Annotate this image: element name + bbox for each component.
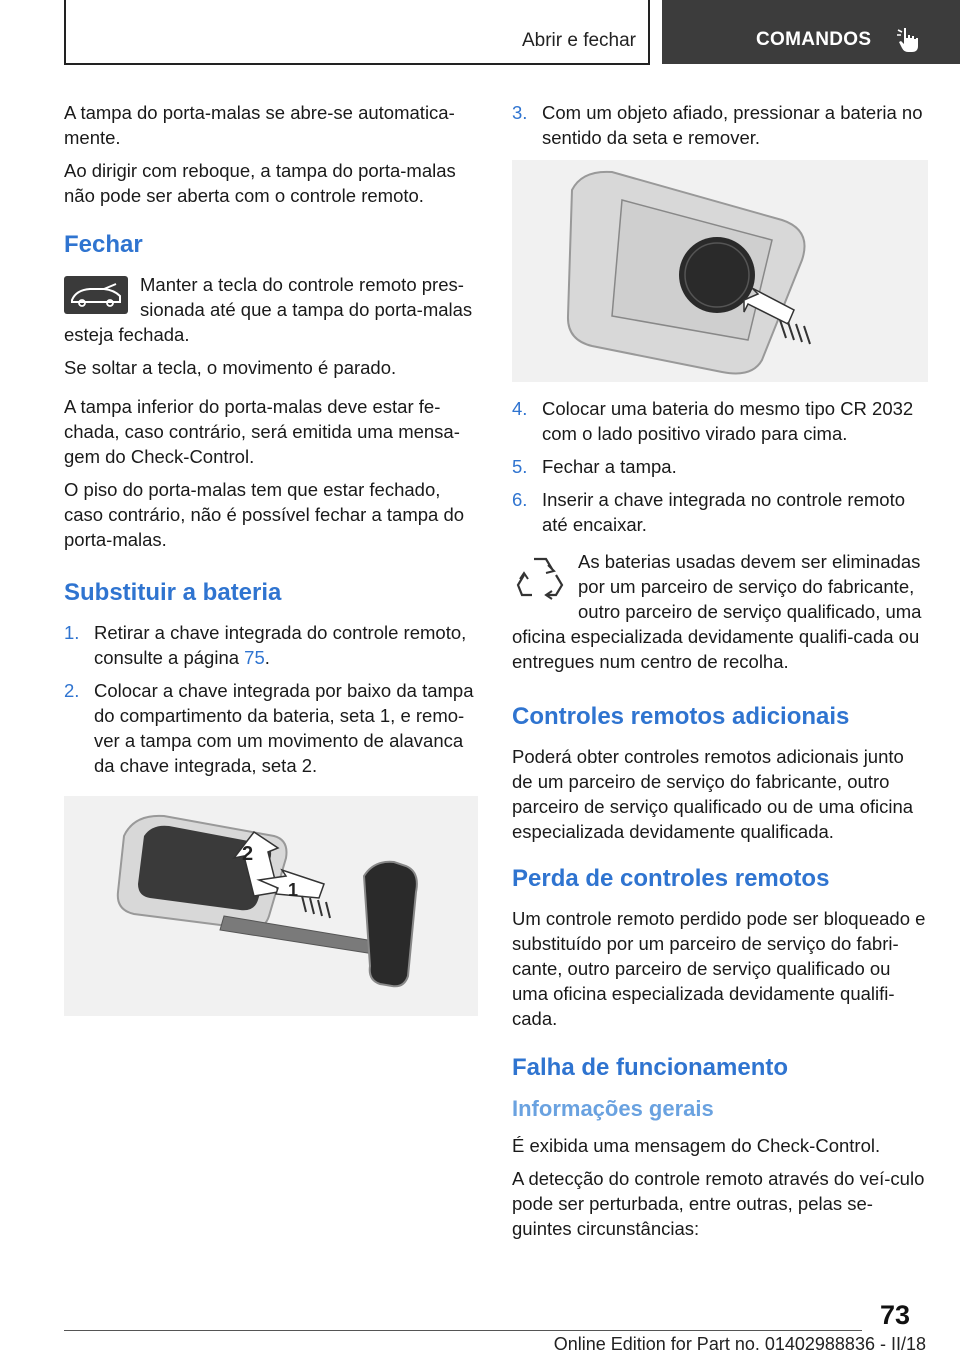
left-column (64, 100, 478, 1016)
footer-rule (64, 1330, 862, 1331)
info-paragraph-2: A detecção do controle remoto através do veí-culo pode ser perturbada, entre outras, pelas se-guintes circunstâncias: (512, 1168, 925, 1239)
footer-edition: Online Edition for Part no. 01402988836 - II/18 (553, 1334, 926, 1354)
header-section-title: Abrir e fechar (521, 30, 636, 51)
header-rule-bottom (64, 63, 650, 65)
header-rule-right (648, 0, 650, 64)
step-number: 3. (512, 102, 528, 123)
hand-pointer-icon (896, 26, 922, 54)
step-text: Colocar a chave integrada por baixo da tampa do compartimento da bateria, seta 1, e remo-ver a tampa com um movimento de alavanca da chave integrada, seta 2. (94, 680, 474, 776)
step-number: 1. (64, 622, 80, 643)
recycle-note (512, 549, 928, 674)
page-reference-link[interactable]: 75 (244, 647, 265, 668)
step-4 (512, 396, 928, 446)
step-3 (512, 100, 928, 150)
step-text: Retirar a chave integrada do controle remoto, consulte a página (94, 622, 467, 668)
intro-paragraph-1: A tampa do porta-malas se abre-se automatica-mente. (64, 102, 455, 148)
heading-perda-controles: Perda de controles remotos (512, 865, 830, 892)
fechar-paragraph-1 (64, 272, 478, 347)
step-number: 5. (512, 456, 528, 477)
step-number: 2. (64, 680, 80, 701)
trunk-button-icon (64, 276, 128, 314)
step-text-end: . (264, 647, 270, 668)
arrow-label-1: 1 (288, 880, 299, 900)
step-6 (512, 487, 928, 537)
right-column (512, 100, 928, 1249)
step-2 (64, 678, 478, 778)
step-text: Com um objeto afiado, pressionar a bateria no sentido da seta e remover. (542, 102, 923, 148)
recycle-text: As baterias usadas devem ser eliminadas por um parceiro de serviço do fabricante, outro parceiro de serviço qualificado, uma oficina especializada devidamente qualifi-cada ou entregues num centro de recolha. (512, 551, 922, 672)
recycle-icon (512, 551, 568, 607)
heading-controles-adicionais: Controles remotos adicionais (512, 703, 850, 730)
fechar-paragraph-3: A tampa inferior do porta-malas deve estar fe-chada, caso contrário, será emitida uma mensa-gem do Check-Control. (64, 396, 460, 467)
step-text: Inserir a chave integrada no controle remoto até encaixar. (542, 489, 906, 535)
key-removal-illustration (64, 796, 478, 1016)
intro-paragraph-2: Ao dirigir com reboque, a tampa do porta-malas não pode ser aberta com o controle remoto. (64, 160, 456, 206)
info-paragraph-1: É exibida uma mensagem do Check-Control. (512, 1135, 881, 1156)
header-chapter-title: COMANDOS (756, 29, 872, 50)
adicionais-paragraph: Poderá obter controles remotos adicionais junto de um parceiro de serviço do fabricante, outro parceiro de serviço qualificado ou de uma oficina especializada devidamente qualificada. (512, 746, 914, 842)
step-number: 6. (512, 489, 528, 510)
step-number: 4. (512, 398, 528, 419)
heading-falha-funcionamento: Falha de funcionamento (512, 1054, 789, 1081)
page-number: 73 (880, 1300, 911, 1330)
step-text: Colocar uma bateria do mesmo tipo CR 2032 com o lado positivo virado para cima. (542, 398, 914, 444)
heading-informacoes-gerais: Informações gerais (512, 1096, 714, 1121)
step-text: Fechar a tampa. (542, 456, 677, 477)
arrow-label-2: 2 (242, 843, 254, 865)
heading-fechar: Fechar (64, 231, 143, 258)
battery-removal-illustration (512, 160, 928, 382)
step-1 (64, 620, 478, 670)
header-rule-left (64, 0, 66, 64)
fechar-paragraph-2: Se soltar a tecla, o movimento é parado. (64, 357, 397, 378)
perda-paragraph: Um controle remoto perdido pode ser bloqueado e substituído por um parceiro de serviço do fabri-cante, outro parceiro de serviço qualificado ou uma oficina especializada devidamente qualifi-cada. (512, 908, 926, 1029)
fechar-text-1: Manter a tecla do controle remoto pres-sionada até que a tampa do porta-malas esteja fechada. (64, 274, 473, 345)
heading-substituir-bateria: Substituir a bateria (64, 579, 282, 606)
step-5 (512, 454, 928, 479)
fechar-paragraph-4: O piso do porta-malas tem que estar fechado, caso contrário, não é possível fechar a tampa do porta-malas. (64, 479, 465, 550)
